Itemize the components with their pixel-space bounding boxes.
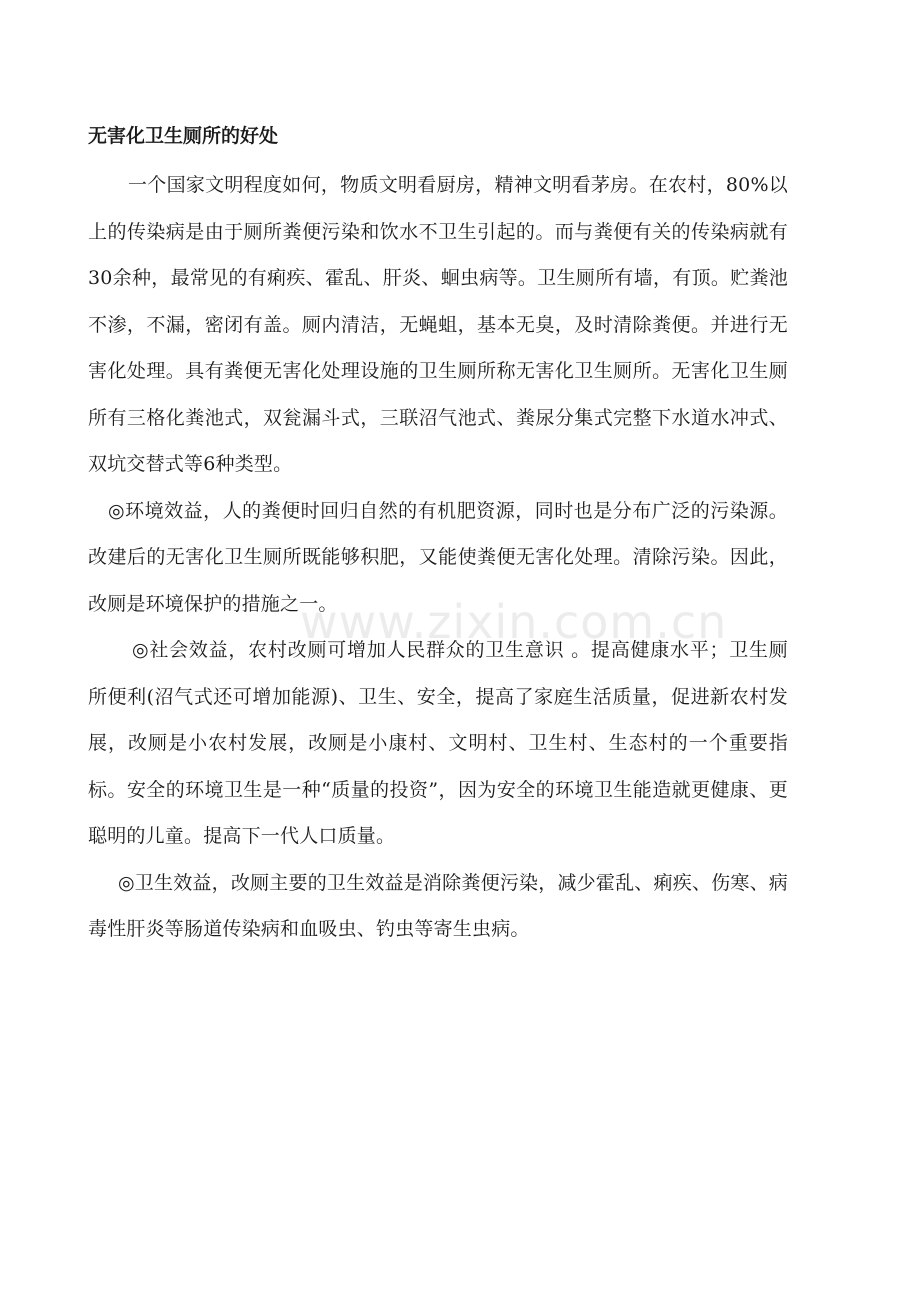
paragraph-social-benefit: ◎社会效益，农村改厕可增加人民群众的卫生意识 。提高健康水平；卫生厕所便利(沼气式还可增加能源)、卫生、安全，提高了家庭生活质量，促进新农村发展，改厕是小农村发展，改厕是小康村、文明村、卫生村、生态村的一个重要指标。安全的环境卫生是一种“质量的投资”，因为安全的环境卫生能造就更健康、更聪明的儿童。提高下一代人口质量。 [88,639,788,847]
paragraph-health-benefit: ◎卫生效益，改厕主要的卫生效益是消除粪便污染，减少霍乱、痢疾、伤寒、病毒性肝炎等肠道传染病和血吸虫、钓虫等寄生虫病。 [88,871,788,940]
paragraph-intro: 一个国家文明程度如何，物质文明看厨房，精神文明看茅房。在农村，80%以上的传染病是由于厕所粪便污染和饮水不卫生引起的。而与粪便有关的传染病就有30余种，最常见的有痢疾、霍乱、肝炎、蛔虫病等。卫生厕所有墙，有顶。贮粪池不渗，不漏，密闭有盖。厕内清洁，无蝇蛆，基本无臭，及时清除粪便。并进行无害化处理。具有粪便无害化处理设施的卫生厕所称无害化卫生厕所。无害化卫生厕所有三格化粪池式，双瓮漏斗式，三联沼气池式、粪尿分集式完整下水道水冲式、双坑交替式等6种类型。 [88,174,788,475]
paragraph-environmental-benefit: ◎环境效益，人的粪便时回归自然的有机肥资源，同时也是分布广泛的污染源。改建后的无害化卫生厕所既能够积肥，又能使粪便无害化处理。清除污染。因此，改厕是环境保护的措施之一。 [88,499,788,615]
document-title: 无害化卫生厕所的好处 [88,125,279,147]
watermark: www.zixin.com.cn [300,595,728,649]
document-body [88,118,788,953]
